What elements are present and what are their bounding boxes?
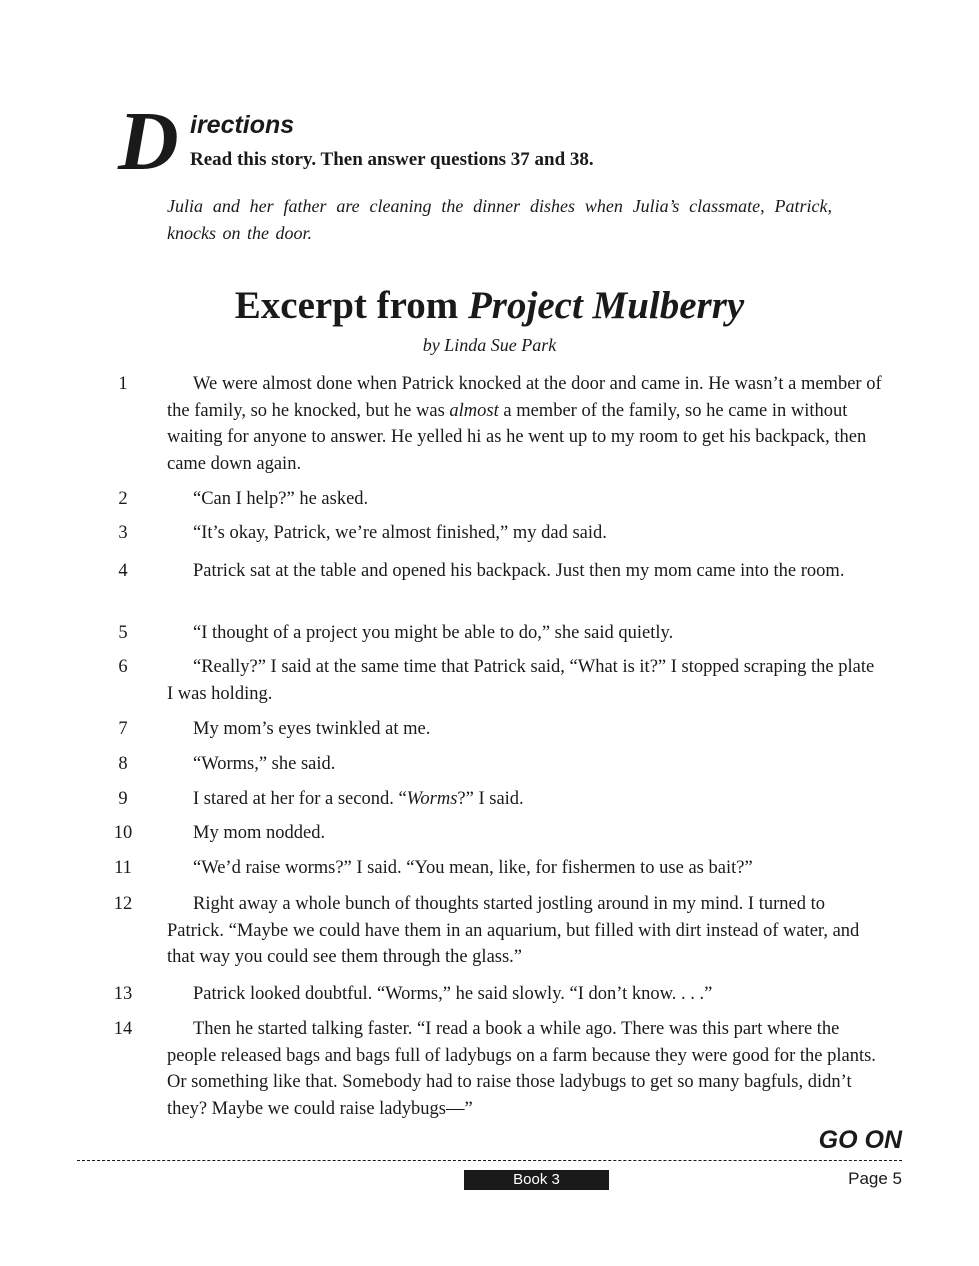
text-run: We were almost done when Patrick knocked at the door and came in. He wasn’t a member of the family, so he knocked, but he was [167, 374, 882, 421]
paragraph [118, 786, 882, 813]
paragraph-text [167, 620, 882, 647]
text-run: Then he started talking faster. “I read a book a while ago. There was this part where the people released bags and bags full of ladybugs on a farm because they were good for the plants. Or something like that. Somebody had to raise those ladybugs to get so many bagfuls, didn’t they? Maybe we could raise ladybugs—” [167, 1019, 876, 1119]
text-run: Right away a whole bunch of thoughts started jostling around in my mind. I turned to Patrick. “Maybe we could have them in an aquarium, but filled with dirt instead of water, and that way you could see them through the glass.” [167, 894, 860, 967]
paragraph [118, 520, 882, 547]
paragraph [118, 558, 882, 585]
paragraph-number: 3 [118, 523, 128, 543]
directions-heading: irections [190, 111, 295, 139]
paragraph-number: 5 [118, 623, 128, 643]
paragraph [114, 855, 882, 882]
text-run: “I thought of a project you might be able to do,” she said quietly. [193, 623, 674, 643]
paragraph-text [167, 751, 882, 778]
paragraph [118, 486, 882, 513]
text-run: I stared at her for a second. “ [193, 789, 407, 809]
paragraph-text [167, 1016, 882, 1122]
paragraph [113, 981, 882, 1008]
paragraph-number: 8 [118, 754, 128, 774]
text-run: a member of the family, so he came in without waiting for anyone to answer. He yelled hi as he went up to my room to get his backpack, then came down again. [167, 400, 867, 474]
directions-drop-cap: D [118, 95, 179, 188]
paragraph-text [167, 716, 882, 743]
text-run: My mom nodded. [193, 823, 326, 843]
paragraph [118, 371, 882, 477]
paragraph-number: 11 [114, 858, 132, 878]
paragraph-number: 12 [113, 894, 133, 914]
paragraph-number: 1 [118, 374, 128, 394]
title-book-name: Project Mulberry [467, 284, 745, 327]
paragraph-text [167, 371, 882, 477]
paragraph-number: 9 [118, 789, 128, 809]
text-run: “It’s okay, Patrick, we’re almost finished,” my dad said. [193, 523, 607, 543]
paragraph-number: 14 [113, 1019, 133, 1039]
text-run: “We’d raise worms?” I said. “You mean, like, for fishermen to use as bait?” [193, 858, 753, 878]
paragraph-text [167, 486, 882, 513]
paragraph-text [167, 654, 882, 707]
paragraph-number: 13 [113, 984, 133, 1004]
text-run: “Worms,” she said. [193, 754, 336, 774]
paragraph-number: 10 [113, 823, 133, 843]
paragraph [118, 620, 882, 647]
text-run: Patrick sat at the table and opened his backpack. Just then my mom came into the room. [193, 561, 845, 581]
paragraph [118, 751, 882, 778]
page-number: Page 5 [848, 1169, 902, 1188]
paragraph-text [167, 558, 882, 585]
paragraph-text [167, 855, 882, 882]
text-run: My mom’s eyes twinkled at me. [193, 719, 431, 739]
text-run: ?” I said. [457, 789, 524, 809]
paragraph [118, 716, 882, 743]
go-on-label: GO ON [818, 1126, 902, 1154]
paragraph-number: 6 [118, 657, 128, 677]
paragraph-number: 4 [118, 561, 128, 581]
paragraph [113, 1016, 882, 1122]
paragraph-number: 7 [118, 719, 128, 739]
book-label: Book 3 [464, 1170, 609, 1190]
paragraph-text [167, 520, 882, 547]
paragraph-number: 2 [118, 489, 128, 509]
story-title [0, 282, 979, 330]
paragraph-text [167, 786, 882, 813]
text-run: “Really?” I said at the same time that Patrick said, “What is it?” I stopped scraping the plate I was holding. [167, 657, 875, 704]
emphasis-text: Worms [406, 789, 458, 809]
paragraph [118, 654, 882, 707]
title-prefix: Excerpt from [234, 284, 468, 327]
footer-divider [77, 1160, 902, 1161]
paragraph [113, 820, 882, 847]
paragraph-text [167, 820, 882, 847]
paragraph-text [167, 891, 882, 971]
paragraph-text [167, 981, 882, 1008]
paragraph [113, 891, 882, 971]
text-run: Patrick looked doubtful. “Worms,” he said slowly. “I don’t know. . . .” [193, 984, 713, 1004]
emphasis-text: almost [449, 400, 499, 421]
story-byline: by Linda Sue Park [422, 335, 557, 355]
story-intro: Julia and her father are cleaning the dinner dishes when Julia’s classmate, Patrick, knocks on the door. [167, 196, 832, 243]
directions-instruction: Read this story. Then answer questions 37 and 38. [190, 149, 594, 170]
text-run: “Can I help?” he asked. [193, 489, 369, 509]
